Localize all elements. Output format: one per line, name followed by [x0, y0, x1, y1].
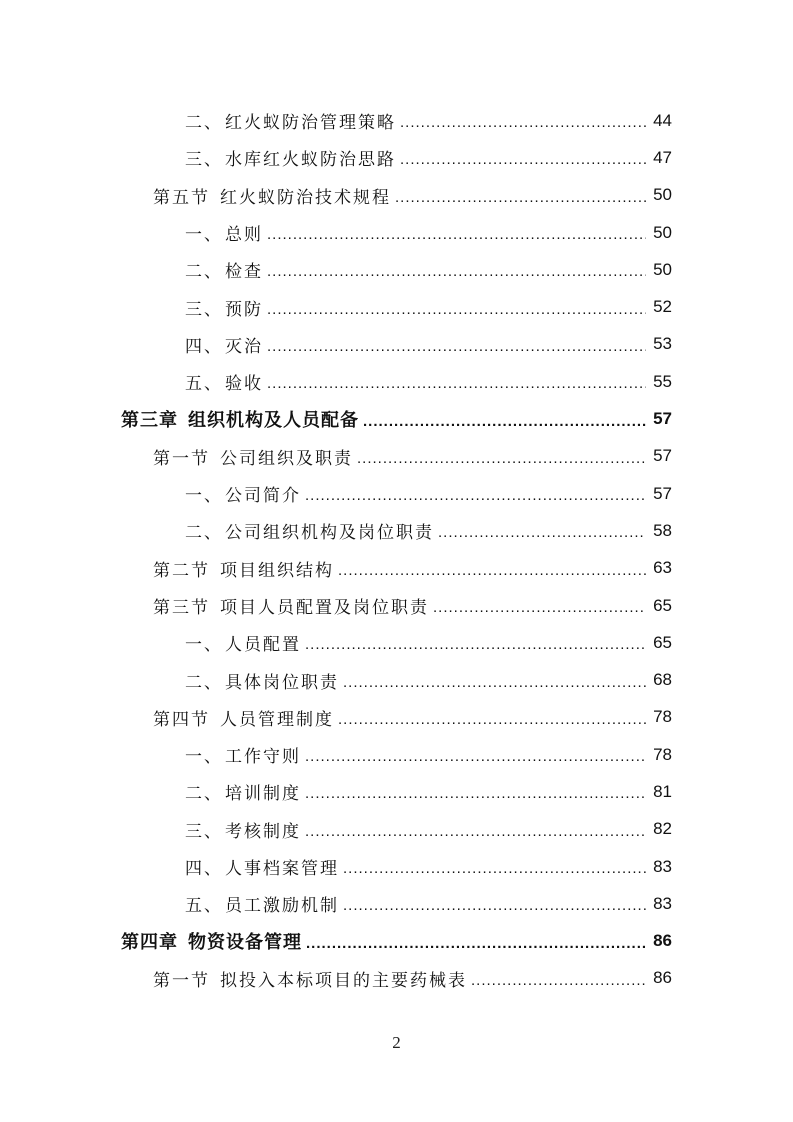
toc-entry[interactable] [0, 661, 793, 698]
toc-entry-title: 物资设备管理 [188, 932, 302, 954]
toc-entry-page: 65 [653, 632, 672, 652]
toc-entry[interactable] [0, 102, 793, 139]
toc-entry-title: 预防 [225, 299, 263, 320]
dot-leader [438, 524, 646, 541]
toc-entry-page: 57 [653, 483, 672, 503]
toc-entry[interactable] [0, 214, 793, 251]
toc-entry-title: 验收 [225, 374, 263, 395]
toc-entry-page: 50 [653, 185, 672, 205]
dot-leader [305, 748, 646, 765]
dot-leader [305, 636, 646, 653]
toc-entry[interactable] [0, 512, 793, 549]
dot-leader [471, 972, 646, 989]
toc-entry-title: 公司组织及职责 [220, 448, 353, 469]
toc-entry-number: 第一节 [153, 970, 210, 991]
toc-entry-page: 52 [653, 297, 672, 317]
toc-entry-page: 63 [653, 558, 672, 578]
toc-entry[interactable] [0, 587, 793, 624]
dot-leader [305, 487, 646, 504]
toc-entry-title: 拟投入本标项目的主要药械表 [220, 970, 467, 991]
dot-leader [343, 860, 646, 877]
toc-entry-page: 57 [653, 409, 672, 429]
toc-entry-number: 二、 [185, 784, 223, 805]
toc-entry-title: 培训制度 [225, 784, 301, 805]
toc-entry[interactable] [0, 177, 793, 214]
dot-leader [395, 189, 646, 206]
toc-entry-page: 55 [653, 371, 672, 391]
toc-entry-number: 三、 [185, 150, 223, 171]
dot-leader [343, 674, 646, 691]
toc-entry-number: 二、 [185, 523, 223, 544]
toc-entry-number: 第三节 [153, 598, 210, 618]
toc-entry-page: 86 [653, 968, 672, 988]
toc-entry-title: 考核制度 [225, 821, 301, 842]
toc-entry-number: 二、 [185, 262, 223, 283]
dot-leader [363, 413, 646, 430]
toc-entry-title: 灭治 [225, 336, 263, 357]
toc-entry-title: 红火蚁防治技术规程 [220, 187, 391, 208]
toc-entry-page: 44 [653, 110, 672, 130]
toc-entry-page: 50 [653, 259, 672, 279]
dot-leader [267, 338, 646, 355]
toc-entry-page: 78 [653, 744, 672, 764]
dot-leader [400, 114, 646, 131]
toc-entry[interactable] [0, 624, 793, 661]
dot-leader [305, 823, 646, 840]
toc-entry-title: 总则 [225, 225, 263, 246]
toc-entry-title: 人员管理制度 [220, 709, 334, 730]
toc-entry[interactable] [0, 550, 793, 587]
toc-entry-page: 47 [653, 147, 672, 167]
toc-entry-page: 68 [653, 670, 672, 690]
toc-entry-number: 五、 [185, 374, 223, 395]
toc-entry-title: 组织机构及人员配备 [188, 410, 359, 432]
page-number: 2 [392, 1033, 401, 1052]
dot-leader [343, 897, 646, 914]
dot-leader [267, 226, 646, 243]
toc-entry-page: 53 [653, 334, 672, 354]
dot-leader [338, 562, 646, 579]
dot-leader [400, 151, 646, 168]
dot-leader [306, 935, 646, 952]
toc-entry-number: 三、 [185, 299, 223, 320]
toc-entry[interactable] [0, 699, 793, 736]
toc-entry-title: 公司简介 [225, 486, 301, 507]
toc-entry-number: 第一节 [153, 448, 210, 469]
toc-entry[interactable] [0, 811, 793, 848]
toc-entry-title: 工作守则 [225, 747, 301, 768]
toc-entry[interactable] [0, 736, 793, 773]
toc-entry-page: 57 [653, 446, 672, 466]
toc-entry-number: 三、 [185, 821, 223, 842]
toc-entry-page: 86 [653, 931, 672, 951]
toc-entry-page: 58 [653, 520, 672, 540]
toc-entry[interactable] [0, 438, 793, 475]
toc-entry-page: 83 [653, 893, 672, 913]
toc-entry-number: 第二节 [153, 560, 210, 581]
toc-entry[interactable] [0, 288, 793, 325]
dot-leader [267, 301, 646, 318]
toc-entry[interactable] [0, 885, 793, 922]
dot-leader [305, 785, 646, 802]
toc-entry-page: 65 [653, 595, 672, 615]
toc-entry-number: 一、 [185, 486, 223, 507]
toc-entry-title: 红火蚁防治管理策略 [225, 113, 396, 134]
toc-entry-title: 人事档案管理 [225, 859, 339, 880]
toc-entry-page: 78 [653, 707, 672, 727]
dot-leader [357, 450, 646, 467]
toc-entry-page: 83 [653, 856, 672, 876]
toc-entry[interactable] [0, 251, 793, 288]
toc-entry-number: 一、 [185, 747, 223, 768]
toc-entry-number: 四、 [185, 336, 223, 357]
toc-entry-page: 81 [653, 781, 672, 801]
toc-entry-number: 第四章 [121, 932, 178, 954]
dot-leader [267, 263, 646, 280]
toc-entry-number: 一、 [185, 635, 223, 656]
dot-leader [267, 375, 646, 392]
toc-entry-number: 五、 [185, 896, 223, 917]
toc-entry[interactable] [0, 923, 793, 960]
toc-entry[interactable] [0, 773, 793, 810]
table-of-contents [0, 102, 793, 997]
toc-entry-number: 一、 [185, 225, 223, 246]
toc-entry-number: 二、 [185, 672, 223, 693]
toc-entry-title: 检查 [225, 262, 263, 283]
toc-entry-title: 水库红火蚁防治思路 [225, 150, 396, 171]
toc-entry-page: 82 [653, 819, 672, 839]
toc-entry-title: 公司组织机构及岗位职责 [225, 523, 434, 544]
toc-entry[interactable] [0, 139, 793, 176]
toc-entry[interactable] [0, 475, 793, 512]
dot-leader [338, 711, 646, 728]
toc-entry[interactable] [0, 363, 793, 400]
toc-entry-number: 四、 [185, 859, 223, 880]
toc-entry-number: 第五节 [153, 187, 210, 208]
toc-entry[interactable] [0, 960, 793, 997]
toc-entry[interactable] [0, 848, 793, 885]
toc-entry-title: 项目组织结构 [220, 560, 334, 581]
toc-entry[interactable] [0, 326, 793, 363]
toc-entry-number: 二、 [185, 113, 223, 134]
toc-entry-page: 50 [653, 222, 672, 242]
toc-entry-title: 员工激励机制 [225, 896, 339, 917]
toc-entry-title: 人员配置 [225, 635, 301, 656]
toc-entry-title: 项目人员配置及岗位职责 [220, 598, 429, 618]
dot-leader [433, 599, 646, 616]
toc-entry-number: 第四节 [153, 709, 210, 730]
toc-entry-title: 具体岗位职责 [225, 672, 339, 693]
toc-entry[interactable] [0, 400, 793, 437]
toc-entry-number: 第三章 [121, 410, 178, 432]
